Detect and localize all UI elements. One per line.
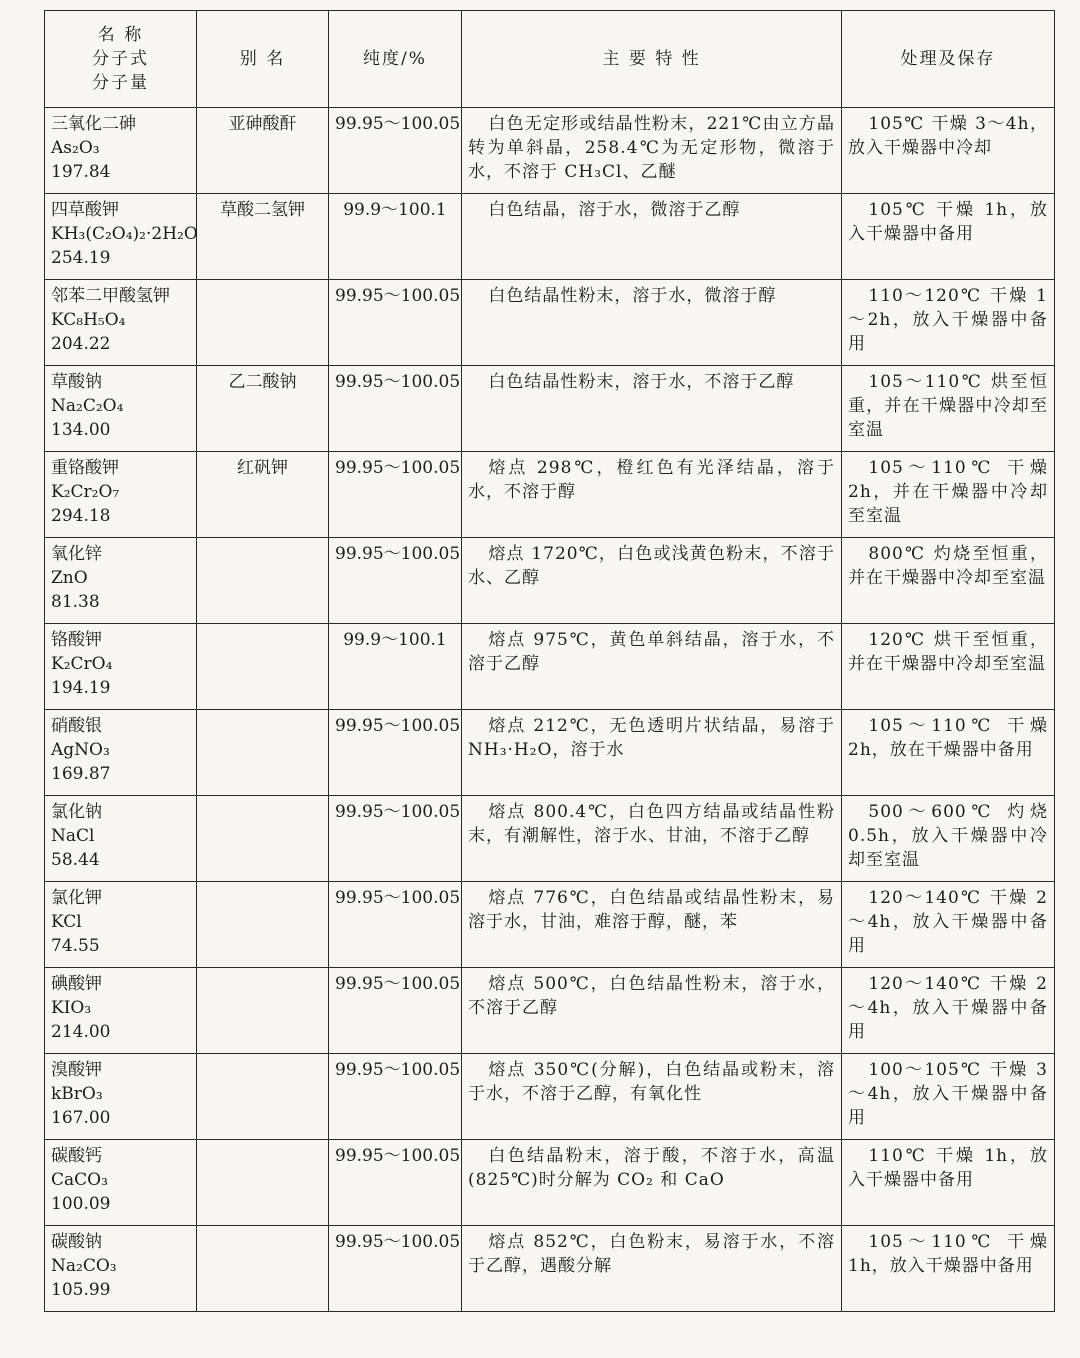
compound-name: 四草酸钾 — [51, 200, 119, 220]
cell-properties: 熔点 500℃，白色结晶性粉末，溶于水，不溶于乙醇 — [462, 968, 842, 1054]
table-row — [45, 796, 1055, 882]
cell-handling: 105℃ 干燥 1h，放入干燥器中备用 — [842, 194, 1055, 280]
cell-purity: 99.95～100.05 — [329, 968, 462, 1054]
header-name: 名 称 — [97, 25, 144, 45]
table-row — [45, 1226, 1055, 1312]
cell-properties: 熔点 852℃，白色粉末，易溶于水，不溶于乙醇，遇酸分解 — [462, 1226, 842, 1312]
cell-handling: 105～110℃ 干燥 2h，并在干燥器中冷却至室温 — [842, 452, 1055, 538]
molecular-weight: 100.09 — [51, 1194, 111, 1214]
table-row — [45, 624, 1055, 710]
cell-handling: 120℃ 烘干至恒重，并在干燥器中冷却至室温 — [842, 624, 1055, 710]
cell-handling: 800℃ 灼烧至恒重，并在干燥器中冷却至室温 — [842, 538, 1055, 624]
cell-purity: 99.95～100.05 — [329, 366, 462, 452]
cell-alias: 红矾钾 — [197, 452, 329, 538]
molecular-formula: kBrO₃ — [51, 1084, 103, 1104]
cell-handling: 105～110℃ 干燥 1h，放入干燥器中备用 — [842, 1226, 1055, 1312]
cell-alias — [197, 280, 329, 366]
cell-alias — [197, 968, 329, 1054]
cell-name-formula-mw — [45, 624, 197, 710]
cell-alias — [197, 624, 329, 710]
compound-name: 氧化锌 — [51, 544, 102, 564]
cell-alias — [197, 796, 329, 882]
molecular-formula: Na₂CO₃ — [51, 1256, 117, 1276]
cell-properties: 熔点 298℃，橙红色有光泽结晶，溶于水，不溶于醇 — [462, 452, 842, 538]
molecular-weight: 254.19 — [51, 248, 111, 268]
compound-name: 氯化钠 — [51, 802, 102, 822]
cell-name-formula-mw — [45, 280, 197, 366]
cell-purity: 99.95～100.05 — [329, 1140, 462, 1226]
molecular-formula: KCl — [51, 912, 82, 932]
compound-name: 重铬酸钾 — [51, 458, 119, 478]
cell-properties: 熔点 350℃(分解)，白色结晶或粉末，溶于水，不溶于乙醇，有氧化性 — [462, 1054, 842, 1140]
molecular-weight: 105.99 — [51, 1280, 111, 1300]
header-alias: 别 名 — [197, 11, 329, 108]
cell-purity: 99.95～100.05 — [329, 796, 462, 882]
molecular-weight: 197.84 — [51, 162, 111, 182]
cell-name-formula-mw — [45, 366, 197, 452]
molecular-weight: 58.44 — [51, 850, 100, 870]
cell-purity: 99.95～100.05 — [329, 710, 462, 796]
cell-handling: 120～140℃ 干燥 2～4h，放入干燥器中备用 — [842, 968, 1055, 1054]
cell-handling: 110～120℃ 干燥 1～2h，放入干燥器中备用 — [842, 280, 1055, 366]
compound-name: 碳酸钙 — [51, 1146, 102, 1166]
reference-reagent-table — [44, 10, 1055, 1312]
table-row — [45, 280, 1055, 366]
cell-name-formula-mw — [45, 538, 197, 624]
cell-alias — [197, 538, 329, 624]
molecular-weight: 134.00 — [51, 420, 111, 440]
cell-purity: 99.95～100.05 — [329, 280, 462, 366]
molecular-formula: NaCl — [51, 826, 95, 846]
table-row — [45, 1140, 1055, 1226]
cell-purity: 99.95～100.05 — [329, 538, 462, 624]
cell-purity: 99.9～100.1 — [329, 624, 462, 710]
cell-properties: 熔点 776℃，白色结晶或结晶性粉末，易溶于水，甘油，难溶于醇，醚，苯 — [462, 882, 842, 968]
header-handling: 处理及保存 — [842, 11, 1055, 108]
header-purity: 纯度/% — [329, 11, 462, 108]
cell-name-formula-mw — [45, 452, 197, 538]
cell-handling: 500～600℃ 灼烧 0.5h，放入干燥器中冷却至室温 — [842, 796, 1055, 882]
cell-purity: 99.95～100.05 — [329, 1226, 462, 1312]
header-formula: 分子式 — [92, 49, 149, 69]
molecular-formula: K₂Cr₂O₇ — [51, 482, 120, 502]
table-header-row — [45, 11, 1055, 108]
cell-handling: 105～110℃ 烘至恒重，并在干燥器中冷却至室温 — [842, 366, 1055, 452]
compound-name: 铬酸钾 — [51, 630, 102, 650]
cell-handling: 105℃ 干燥 3～4h，放入干燥器中冷却 — [842, 108, 1055, 194]
cell-properties: 白色无定形或结晶性粉末，221℃由立方晶转为单斜晶，258.4℃为无定形物，微溶于水，不溶于 CH₃Cl、乙醚 — [462, 108, 842, 194]
cell-properties: 熔点 975℃，黄色单斜结晶，溶于水，不溶于乙醇 — [462, 624, 842, 710]
cell-name-formula-mw — [45, 1054, 197, 1140]
cell-alias — [197, 1140, 329, 1226]
cell-name-formula-mw — [45, 796, 197, 882]
molecular-weight: 169.87 — [51, 764, 111, 784]
cell-handling: 120～140℃ 干燥 2～4h，放入干燥器中备用 — [842, 882, 1055, 968]
cell-purity: 99.95～100.05 — [329, 108, 462, 194]
cell-name-formula-mw — [45, 108, 197, 194]
molecular-formula: ZnO — [51, 568, 88, 588]
molecular-formula: KH₃(C₂O₄)₂·2H₂O — [51, 224, 198, 244]
cell-alias — [197, 1054, 329, 1140]
cell-properties: 熔点 1720℃，白色或浅黄色粉末，不溶于水、乙醇 — [462, 538, 842, 624]
molecular-formula: CaCO₃ — [51, 1170, 108, 1190]
cell-purity: 99.95～100.05 — [329, 1054, 462, 1140]
cell-name-formula-mw — [45, 194, 197, 280]
table-row — [45, 108, 1055, 194]
molecular-weight: 294.18 — [51, 506, 111, 526]
cell-alias — [197, 1226, 329, 1312]
cell-properties: 熔点 800.4℃，白色四方结晶或结晶性粉末，有潮解性，溶于水、甘油，不溶于乙醇 — [462, 796, 842, 882]
table-body — [45, 108, 1055, 1312]
compound-name: 溴酸钾 — [51, 1060, 102, 1080]
molecular-weight: 167.00 — [51, 1108, 111, 1128]
cell-properties: 白色结晶性粉末，溶于水，不溶于乙醇 — [462, 366, 842, 452]
table-row — [45, 882, 1055, 968]
cell-alias: 乙二酸钠 — [197, 366, 329, 452]
cell-alias — [197, 710, 329, 796]
molecular-formula: As₂O₃ — [51, 138, 100, 158]
molecular-formula: KIO₃ — [51, 998, 92, 1018]
cell-name-formula-mw — [45, 710, 197, 796]
cell-name-formula-mw — [45, 1140, 197, 1226]
cell-name-formula-mw — [45, 968, 197, 1054]
header-properties: 主 要 特 性 — [462, 11, 842, 108]
cell-alias: 草酸二氢钾 — [197, 194, 329, 280]
cell-handling: 110℃ 干燥 1h，放入干燥器中备用 — [842, 1140, 1055, 1226]
molecular-formula: K₂CrO₄ — [51, 654, 113, 674]
cell-properties: 白色结晶粉末，溶于酸，不溶于水，高温(825℃)时分解为 CO₂ 和 CaO — [462, 1140, 842, 1226]
table-row — [45, 968, 1055, 1054]
table-row — [45, 538, 1055, 624]
cell-name-formula-mw — [45, 1226, 197, 1312]
cell-purity: 99.9～100.1 — [329, 194, 462, 280]
table-row — [45, 452, 1055, 538]
table-row — [45, 366, 1055, 452]
molecular-weight: 204.22 — [51, 334, 111, 354]
molecular-weight: 81.38 — [51, 592, 100, 612]
compound-name: 邻苯二甲酸氢钾 — [51, 286, 170, 306]
cell-alias: 亚砷酸酐 — [197, 108, 329, 194]
cell-alias — [197, 882, 329, 968]
compound-name: 氯化钾 — [51, 888, 102, 908]
molecular-formula: AgNO₃ — [51, 740, 110, 760]
cell-handling: 100～105℃ 干燥 3～4h，放入干燥器中备用 — [842, 1054, 1055, 1140]
compound-name: 碳酸钠 — [51, 1232, 102, 1252]
compound-name: 三氧化二砷 — [51, 114, 136, 134]
header-mw: 分子量 — [92, 73, 149, 93]
molecular-weight: 74.55 — [51, 936, 100, 956]
header-name-formula-mw — [45, 11, 197, 108]
molecular-formula: Na₂C₂O₄ — [51, 396, 124, 416]
molecular-weight: 194.19 — [51, 678, 111, 698]
compound-name: 碘酸钾 — [51, 974, 102, 994]
table-row — [45, 1054, 1055, 1140]
cell-properties: 熔点 212℃，无色透明片状结晶，易溶于 NH₃·H₂O，溶于水 — [462, 710, 842, 796]
cell-properties: 白色结晶性粉末，溶于水，微溶于醇 — [462, 280, 842, 366]
table-row — [45, 710, 1055, 796]
molecular-weight: 214.00 — [51, 1022, 111, 1042]
cell-purity: 99.95～100.05 — [329, 882, 462, 968]
cell-handling: 105～110℃ 干燥 2h，放在干燥器中备用 — [842, 710, 1055, 796]
molecular-formula: KC₈H₅O₄ — [51, 310, 126, 330]
table-row — [45, 194, 1055, 280]
cell-purity: 99.95～100.05 — [329, 452, 462, 538]
cell-name-formula-mw — [45, 882, 197, 968]
cell-properties: 白色结晶，溶于水，微溶于乙醇 — [462, 194, 842, 280]
compound-name: 硝酸银 — [51, 716, 102, 736]
compound-name: 草酸钠 — [51, 372, 102, 392]
